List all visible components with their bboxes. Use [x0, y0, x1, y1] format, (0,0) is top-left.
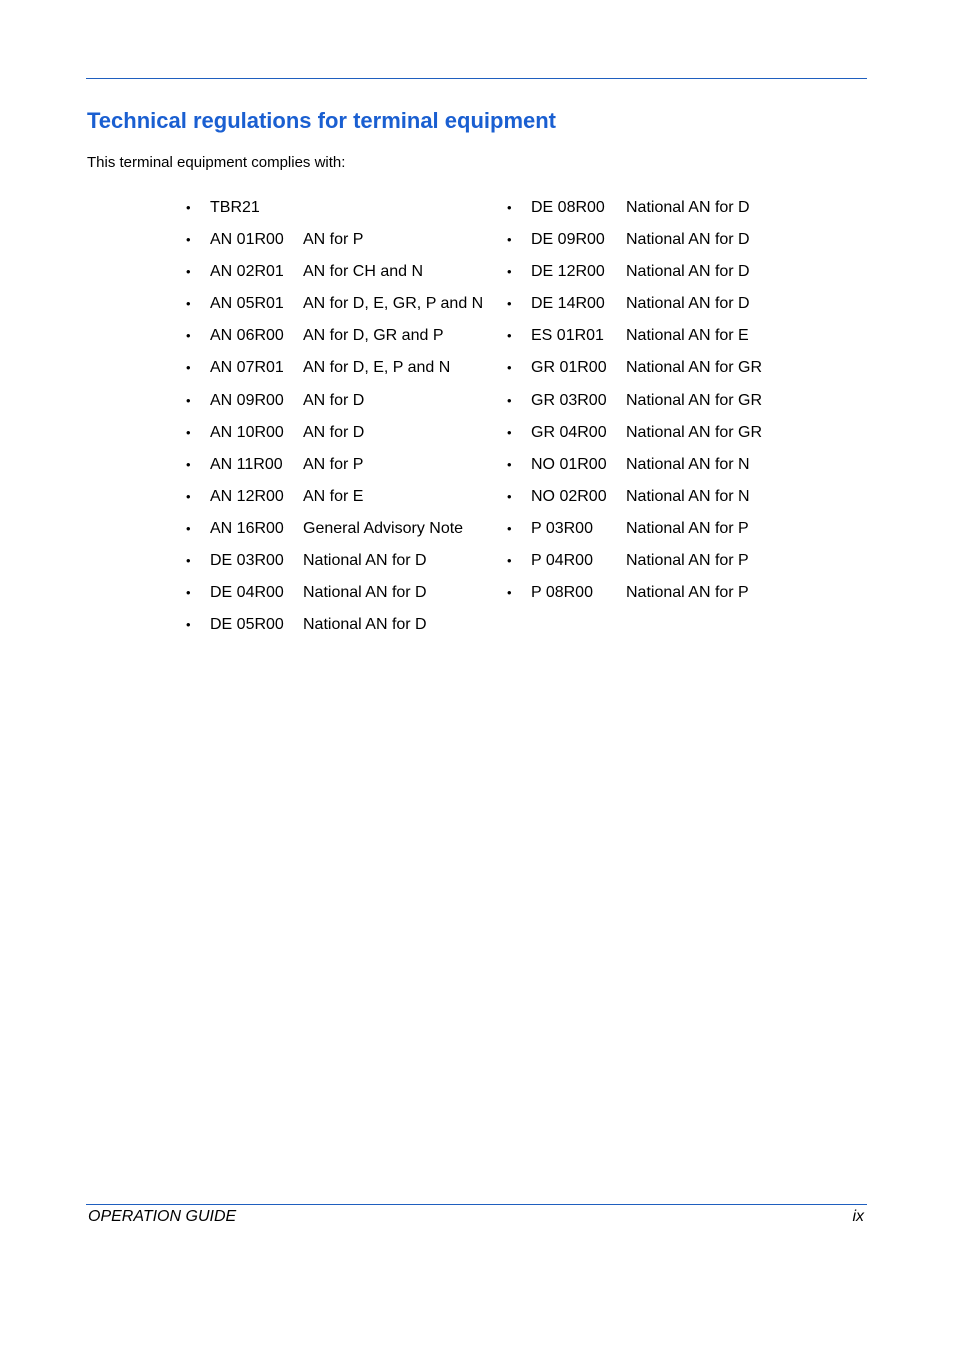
regulation-code: AN 02R01: [210, 263, 284, 281]
regulation-description: AN for P: [303, 231, 364, 249]
regulation-code: AN 01R00: [210, 231, 284, 249]
regulation-description: General Advisory Note: [303, 519, 464, 537]
regulation-code: AN 05R01: [210, 295, 284, 313]
regulation-code: DE 04R00: [210, 584, 284, 602]
regulation-code: ES 01R01: [531, 327, 604, 345]
bullet-icon: •: [507, 264, 512, 280]
regulation-code: DE 14R00: [531, 295, 605, 313]
regulation-code: DE 09R00: [531, 231, 605, 249]
page-title: Technical regulations for terminal equipment: [87, 108, 557, 133]
regulation-description: National AN for D: [626, 263, 750, 281]
bullet-icon: •: [507, 200, 512, 215]
bullet-icon: •: [186, 360, 191, 376]
header-rule: [86, 78, 867, 79]
regulation-code: P 04R00: [531, 552, 593, 570]
regulation-code: P 08R00: [531, 584, 593, 602]
regulation-description: National AN for N: [626, 455, 750, 473]
bullet-icon: •: [186, 456, 191, 472]
regulation-code: AN 10R00: [210, 423, 284, 441]
bullet-icon: •: [507, 488, 512, 504]
bullet-icon: •: [507, 360, 512, 376]
regulation-code: NO 01R00: [531, 455, 607, 473]
regulation-description: National AN for GR: [626, 391, 763, 409]
regulation-code: DE 05R00: [210, 616, 284, 634]
regulation-code: NO 02R00: [531, 487, 607, 505]
regulation-description: AN for D, GR and P: [303, 327, 444, 345]
regulation-description: National AN for D: [303, 584, 427, 602]
regulation-description: AN for D, E, GR, P and N: [303, 295, 484, 313]
bullet-icon: •: [507, 520, 512, 536]
regulation-description: National AN for P: [626, 519, 749, 537]
regulation-code: AN 11R00: [210, 455, 283, 473]
regulation-description: National AN for D: [626, 199, 750, 216]
bullet-icon: •: [186, 392, 191, 408]
intro-text: This terminal equipment complies with:: [87, 154, 346, 171]
regulation-code: DE 12R00: [531, 263, 605, 281]
footer-guide-title: OPERATION GUIDE: [88, 1208, 237, 1225]
bullet-icon: •: [186, 424, 191, 440]
bullet-icon: •: [507, 585, 512, 601]
footer-page-number: ix: [852, 1208, 864, 1225]
regulation-code: GR 04R00: [531, 423, 607, 441]
bullet-icon: •: [186, 488, 191, 504]
regulation-description: AN for D: [303, 391, 365, 409]
bullet-icon: •: [186, 264, 191, 280]
regulation-description: National AN for GR: [626, 359, 763, 377]
regulation-description: AN for D, E, P and N: [303, 359, 451, 377]
regulation-code: DE 03R00: [210, 552, 284, 570]
bullet-icon: •: [186, 520, 191, 536]
bullet-icon: •: [507, 553, 512, 569]
bullet-icon: •: [507, 392, 512, 408]
regulation-code: AN 09R00: [210, 391, 284, 409]
regulation-code: GR 01R00: [531, 359, 607, 377]
regulation-description: AN for P: [303, 455, 364, 473]
regulation-description: AN for CH and N: [303, 263, 424, 281]
regulation-description: National AN for N: [626, 487, 750, 505]
bullet-icon: •: [186, 328, 191, 344]
regulation-description: National AN for D: [303, 616, 427, 634]
bullet-icon: •: [507, 296, 512, 312]
regulation-description: National AN for D: [626, 231, 750, 249]
regulation-code: GR 03R00: [531, 391, 607, 409]
regulation-code: P 03R00: [531, 519, 593, 537]
regulation-code: TBR21: [210, 199, 260, 216]
bullet-icon: •: [507, 456, 512, 472]
bullet-icon: •: [186, 296, 191, 312]
regulation-code: DE 08R00: [531, 199, 605, 216]
regulation-code: AN 16R00: [210, 519, 284, 537]
bullet-icon: •: [186, 617, 191, 633]
bullet-icon: •: [186, 553, 191, 569]
regulation-description: National AN for P: [626, 552, 749, 570]
regulation-description: National AN for GR: [626, 423, 763, 441]
bullet-icon: •: [186, 200, 191, 215]
regulation-code: AN 12R00: [210, 487, 284, 505]
bullet-icon: •: [507, 232, 512, 248]
bullet-icon: •: [507, 424, 512, 440]
regulation-description: National AN for D: [303, 552, 427, 570]
regulation-code: AN 07R01: [210, 359, 284, 377]
bullet-icon: •: [186, 232, 191, 248]
regulation-description: AN for D: [303, 423, 365, 441]
bullet-icon: •: [507, 328, 512, 344]
regulation-description: National AN for P: [626, 584, 749, 602]
bullet-icon: •: [186, 585, 191, 601]
regulation-description: AN for E: [303, 487, 364, 505]
footer-rule: [86, 1204, 867, 1205]
regulation-description: National AN for D: [626, 295, 750, 313]
regulation-code: AN 06R00: [210, 327, 284, 345]
regulation-description: National AN for E: [626, 327, 749, 345]
